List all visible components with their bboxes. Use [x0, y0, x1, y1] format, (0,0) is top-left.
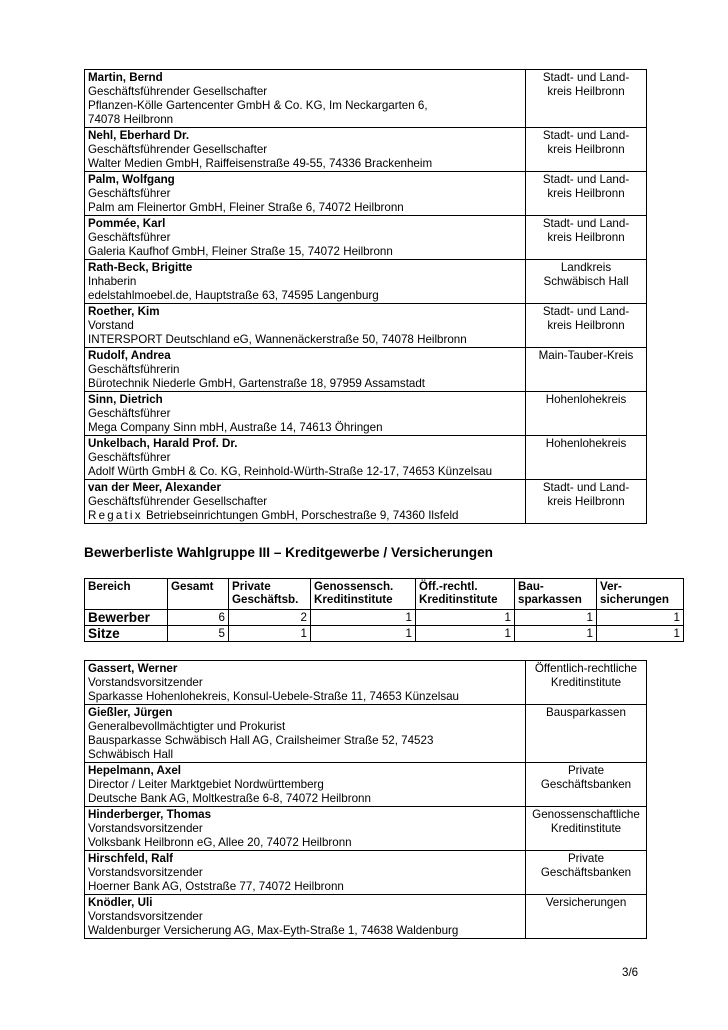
person-name: Roether, Kim [88, 305, 160, 318]
table-row [85, 705, 647, 763]
summary-row [85, 610, 684, 626]
section-heading: Bewerberliste Wahlgruppe III – Kreditgewerbe / Versicherungen [84, 545, 493, 560]
table-row [85, 216, 647, 260]
region-line: Kreditinstitute [550, 676, 622, 689]
region-cell [526, 480, 647, 524]
person-cell [85, 348, 526, 392]
person-cell [85, 70, 526, 128]
summary-header-line: Bau- [518, 580, 544, 593]
table-row [85, 763, 647, 807]
person-name: Rath-Beck, Brigitte [88, 261, 193, 274]
region-line: kreis Heilbronn [547, 187, 625, 200]
person-detail-line: Inhaberin [88, 275, 137, 288]
table-row [85, 807, 647, 851]
summary-header-line: Private [232, 580, 271, 593]
person-detail-line: Geschäftsführer [88, 407, 171, 420]
person-name: Hinderberger, Thomas [88, 808, 212, 821]
region-line: Private [567, 852, 605, 865]
person-name: Hirschfeld, Ralf [88, 852, 174, 865]
person-detail-line: Vorstandsvorsitzender [88, 676, 203, 689]
person-name: Nehl, Eberhard Dr. [88, 129, 190, 142]
person-detail-line: Vorstandsvorsitzender [88, 822, 203, 835]
table-row [85, 348, 647, 392]
summary-row [85, 626, 684, 642]
person-detail-line: Geschäftsführender Gesellschafter [88, 495, 268, 508]
region-cell [526, 348, 647, 392]
person-name: Gießler, Jürgen [88, 706, 173, 719]
summary-row-label: Bewerber [85, 610, 168, 626]
person-detail-line: INTERSPORT Deutschland eG, Wannenäckerstraße 50, 74078 Heilbronn [88, 333, 467, 346]
summary-value-cell: 1 [515, 610, 597, 626]
person-detail-line: Palm am Fleinertor GmbH, Fleiner Straße 6, 74072 Heilbronn [88, 201, 404, 214]
table-row [85, 392, 647, 436]
summary-value-cell: 1 [597, 626, 684, 642]
summary-value-cell: 2 [229, 610, 311, 626]
person-detail-line: Bürotechnik Niederle GmbH, Gartenstraße 18, 97959 Assamstadt [88, 377, 426, 390]
region-line: Stadt- und Land- [542, 71, 630, 84]
summary-header-line: Ver- [600, 580, 622, 593]
region-line: kreis Heilbronn [547, 143, 625, 156]
person-name: van der Meer, Alexander [88, 481, 221, 494]
person-cell [85, 705, 526, 763]
person-detail-line: Bausparkasse Schwäbisch Hall AG, Crailsheimer Straße 52, 74523 [88, 734, 434, 747]
person-detail-line: Generalbevollmächtigter und Prokurist [88, 720, 286, 733]
table-row [85, 70, 647, 128]
region-line: Landkreis [560, 261, 612, 274]
person-detail-line: Schwäbisch Hall [88, 748, 174, 761]
person-name: Martin, Bernd [88, 71, 163, 84]
region-cell [526, 436, 647, 480]
region-cell [526, 661, 647, 705]
region-cell [526, 304, 647, 348]
candidate-table-wahlgruppe-3 [84, 660, 647, 939]
person-detail-line: Vorstandsvorsitzender [88, 866, 203, 879]
summary-header-cell [168, 579, 229, 610]
summary-value-cell: 1 [597, 610, 684, 626]
region-line: Stadt- und Land- [542, 481, 630, 494]
summary-header-row [85, 579, 684, 610]
person-detail-line: Vorstand [88, 319, 134, 332]
person-detail-line: Pflanzen-Kölle Gartencenter GmbH & Co. KG, Im Neckargarten 6, [88, 99, 428, 112]
region-line: Bausparkassen [546, 706, 626, 719]
person-detail-line: Volksbank Heilbronn eG, Allee 20, 74072 Heilbronn [88, 836, 352, 849]
table-row [85, 661, 647, 705]
person-cell [85, 172, 526, 216]
company-line [88, 509, 522, 523]
region-cell [526, 216, 647, 260]
company-address: Betriebseinrichtungen GmbH, Porschestraße 9, 74360 Ilsfeld [142, 509, 459, 522]
summary-header-line: Bereich [88, 580, 131, 593]
region-line: Schwäbisch Hall [543, 275, 629, 288]
region-line: Private [567, 764, 605, 777]
region-cell [526, 172, 647, 216]
summary-header-line: Geschäftsb. [232, 593, 299, 606]
person-cell [85, 128, 526, 172]
person-detail-line: Waldenburger Versicherung AG, Max-Eyth-Straße 1, 74638 Waldenburg [88, 924, 459, 937]
summary-header-line: sparkassen [518, 593, 582, 606]
person-name: Palm, Wolfgang [88, 173, 175, 186]
person-detail-line: Director / Leiter Marktgebiet Nordwürttemberg [88, 778, 324, 791]
person-cell [85, 807, 526, 851]
page-number: 3/6 [622, 966, 639, 979]
table-row [85, 895, 647, 939]
region-line: Hohenlohekreis [545, 437, 627, 450]
person-detail-line: 74078 Heilbronn [88, 113, 174, 126]
person-name: Rudolf, Andrea [88, 349, 171, 362]
person-detail-line: Vorstandsvorsitzender [88, 910, 203, 923]
region-line: Geschäftsbanken [540, 866, 632, 879]
summary-header-cell [597, 579, 684, 610]
summary-value-cell: 6 [168, 610, 229, 626]
table-row [85, 260, 647, 304]
person-cell [85, 216, 526, 260]
table-row [85, 128, 647, 172]
summary-header-line: sicherungen [600, 593, 669, 606]
table-row [85, 304, 647, 348]
region-line: kreis Heilbronn [547, 85, 625, 98]
person-cell [85, 392, 526, 436]
person-cell [85, 895, 526, 939]
person-cell [85, 763, 526, 807]
person-detail-line: Geschäftsführerin [88, 363, 180, 376]
summary-header-line: Gesamt [171, 580, 214, 593]
person-cell [85, 661, 526, 705]
person-detail-line: Mega Company Sinn mbH, Austraße 14, 74613 Öhringen [88, 421, 383, 434]
summary-value-cell: 1 [311, 610, 416, 626]
person-name: Knödler, Uli [88, 896, 153, 909]
region-line: Kreditinstitute [550, 822, 622, 835]
summary-header-line: Kreditinstitute [314, 593, 393, 606]
person-name: Pommée, Karl [88, 217, 166, 230]
person-cell [85, 260, 526, 304]
person-cell [85, 436, 526, 480]
table-row [85, 172, 647, 216]
summary-value-cell: 1 [229, 626, 311, 642]
person-detail-line: Adolf Würth GmbH & Co. KG, Reinhold-Würth-Straße 12-17, 74653 Künzelsau [88, 465, 493, 478]
person-detail-line: Galeria Kaufhof GmbH, Fleiner Straße 15, 74072 Heilbronn [88, 245, 393, 258]
person-detail-line: Geschäftsführender Gesellschafter [88, 143, 268, 156]
region-line: Genossenschaftliche [532, 808, 640, 821]
person-detail-line: edelstahlmoebel.de, Hauptstraße 63, 74595 Langenburg [88, 289, 379, 302]
summary-header-cell [515, 579, 597, 610]
person-name: Unkelbach, Harald Prof. Dr. [88, 437, 238, 450]
person-detail-line: Geschäftsführer [88, 231, 171, 244]
region-cell [526, 763, 647, 807]
region-line: Stadt- und Land- [542, 173, 630, 186]
person-detail-line: Deutsche Bank AG, Moltkestraße 6-8, 74072 Heilbronn [88, 792, 371, 805]
person-name: Hepelmann, Axel [88, 764, 181, 777]
region-line: Öffentlich-rechtliche [534, 662, 638, 675]
summary-header-line: Kreditinstitute [419, 593, 498, 606]
summary-value-cell: 5 [168, 626, 229, 642]
person-name: Gassert, Werner [88, 662, 178, 675]
company-name-spaced: Regatix [88, 509, 143, 522]
person-name: Sinn, Dietrich [88, 393, 163, 406]
summary-header-cell [416, 579, 515, 610]
summary-header-line: Genossensch. [314, 580, 394, 593]
region-line: Geschäftsbanken [540, 778, 632, 791]
region-cell [526, 260, 647, 304]
region-line: kreis Heilbronn [547, 319, 625, 332]
region-line: Main-Tauber-Kreis [538, 349, 634, 362]
person-detail-line: Geschäftsführer [88, 187, 171, 200]
summary-value-cell: 1 [311, 626, 416, 642]
region-line: Stadt- und Land- [542, 129, 630, 142]
region-cell [526, 851, 647, 895]
person-detail-line: Hoerner Bank AG, Oststraße 77, 74072 Heilbronn [88, 880, 344, 893]
person-cell [85, 851, 526, 895]
summary-header-cell [229, 579, 311, 610]
person-cell [85, 304, 526, 348]
region-cell [526, 807, 647, 851]
summary-value-cell: 1 [416, 610, 515, 626]
table-row [85, 436, 647, 480]
region-cell [526, 70, 647, 128]
region-cell [526, 705, 647, 763]
person-detail-line: Walter Medien GmbH, Raiffeisenstraße 49-55, 74336 Brackenheim [88, 157, 433, 170]
summary-value-cell: 1 [515, 626, 597, 642]
region-line: Hohenlohekreis [545, 393, 627, 406]
summary-row-label: Sitze [85, 626, 168, 642]
region-cell [526, 128, 647, 172]
person-detail-line: Geschäftsführer [88, 451, 171, 464]
person-detail-line: Sparkasse Hohenlohekreis, Konsul-Uebele-Straße 11, 74653 Künzelsau [88, 690, 460, 703]
region-cell [526, 392, 647, 436]
table-row [85, 480, 647, 524]
region-line: Stadt- und Land- [542, 305, 630, 318]
summary-header-cell [311, 579, 416, 610]
region-line: Versicherungen [545, 896, 627, 909]
region-cell [526, 895, 647, 939]
summary-value-cell: 1 [416, 626, 515, 642]
summary-table [84, 578, 684, 642]
table-row [85, 851, 647, 895]
region-line: Stadt- und Land- [542, 217, 630, 230]
person-cell [85, 480, 526, 524]
person-detail-line: Geschäftsführender Gesellschafter [88, 85, 268, 98]
region-line: kreis Heilbronn [547, 495, 625, 508]
candidate-table-wahlgruppe-2 [84, 69, 647, 524]
summary-header-cell [85, 579, 168, 610]
summary-header-line: Öff.-rechtl. [419, 580, 478, 593]
region-line: kreis Heilbronn [547, 231, 625, 244]
